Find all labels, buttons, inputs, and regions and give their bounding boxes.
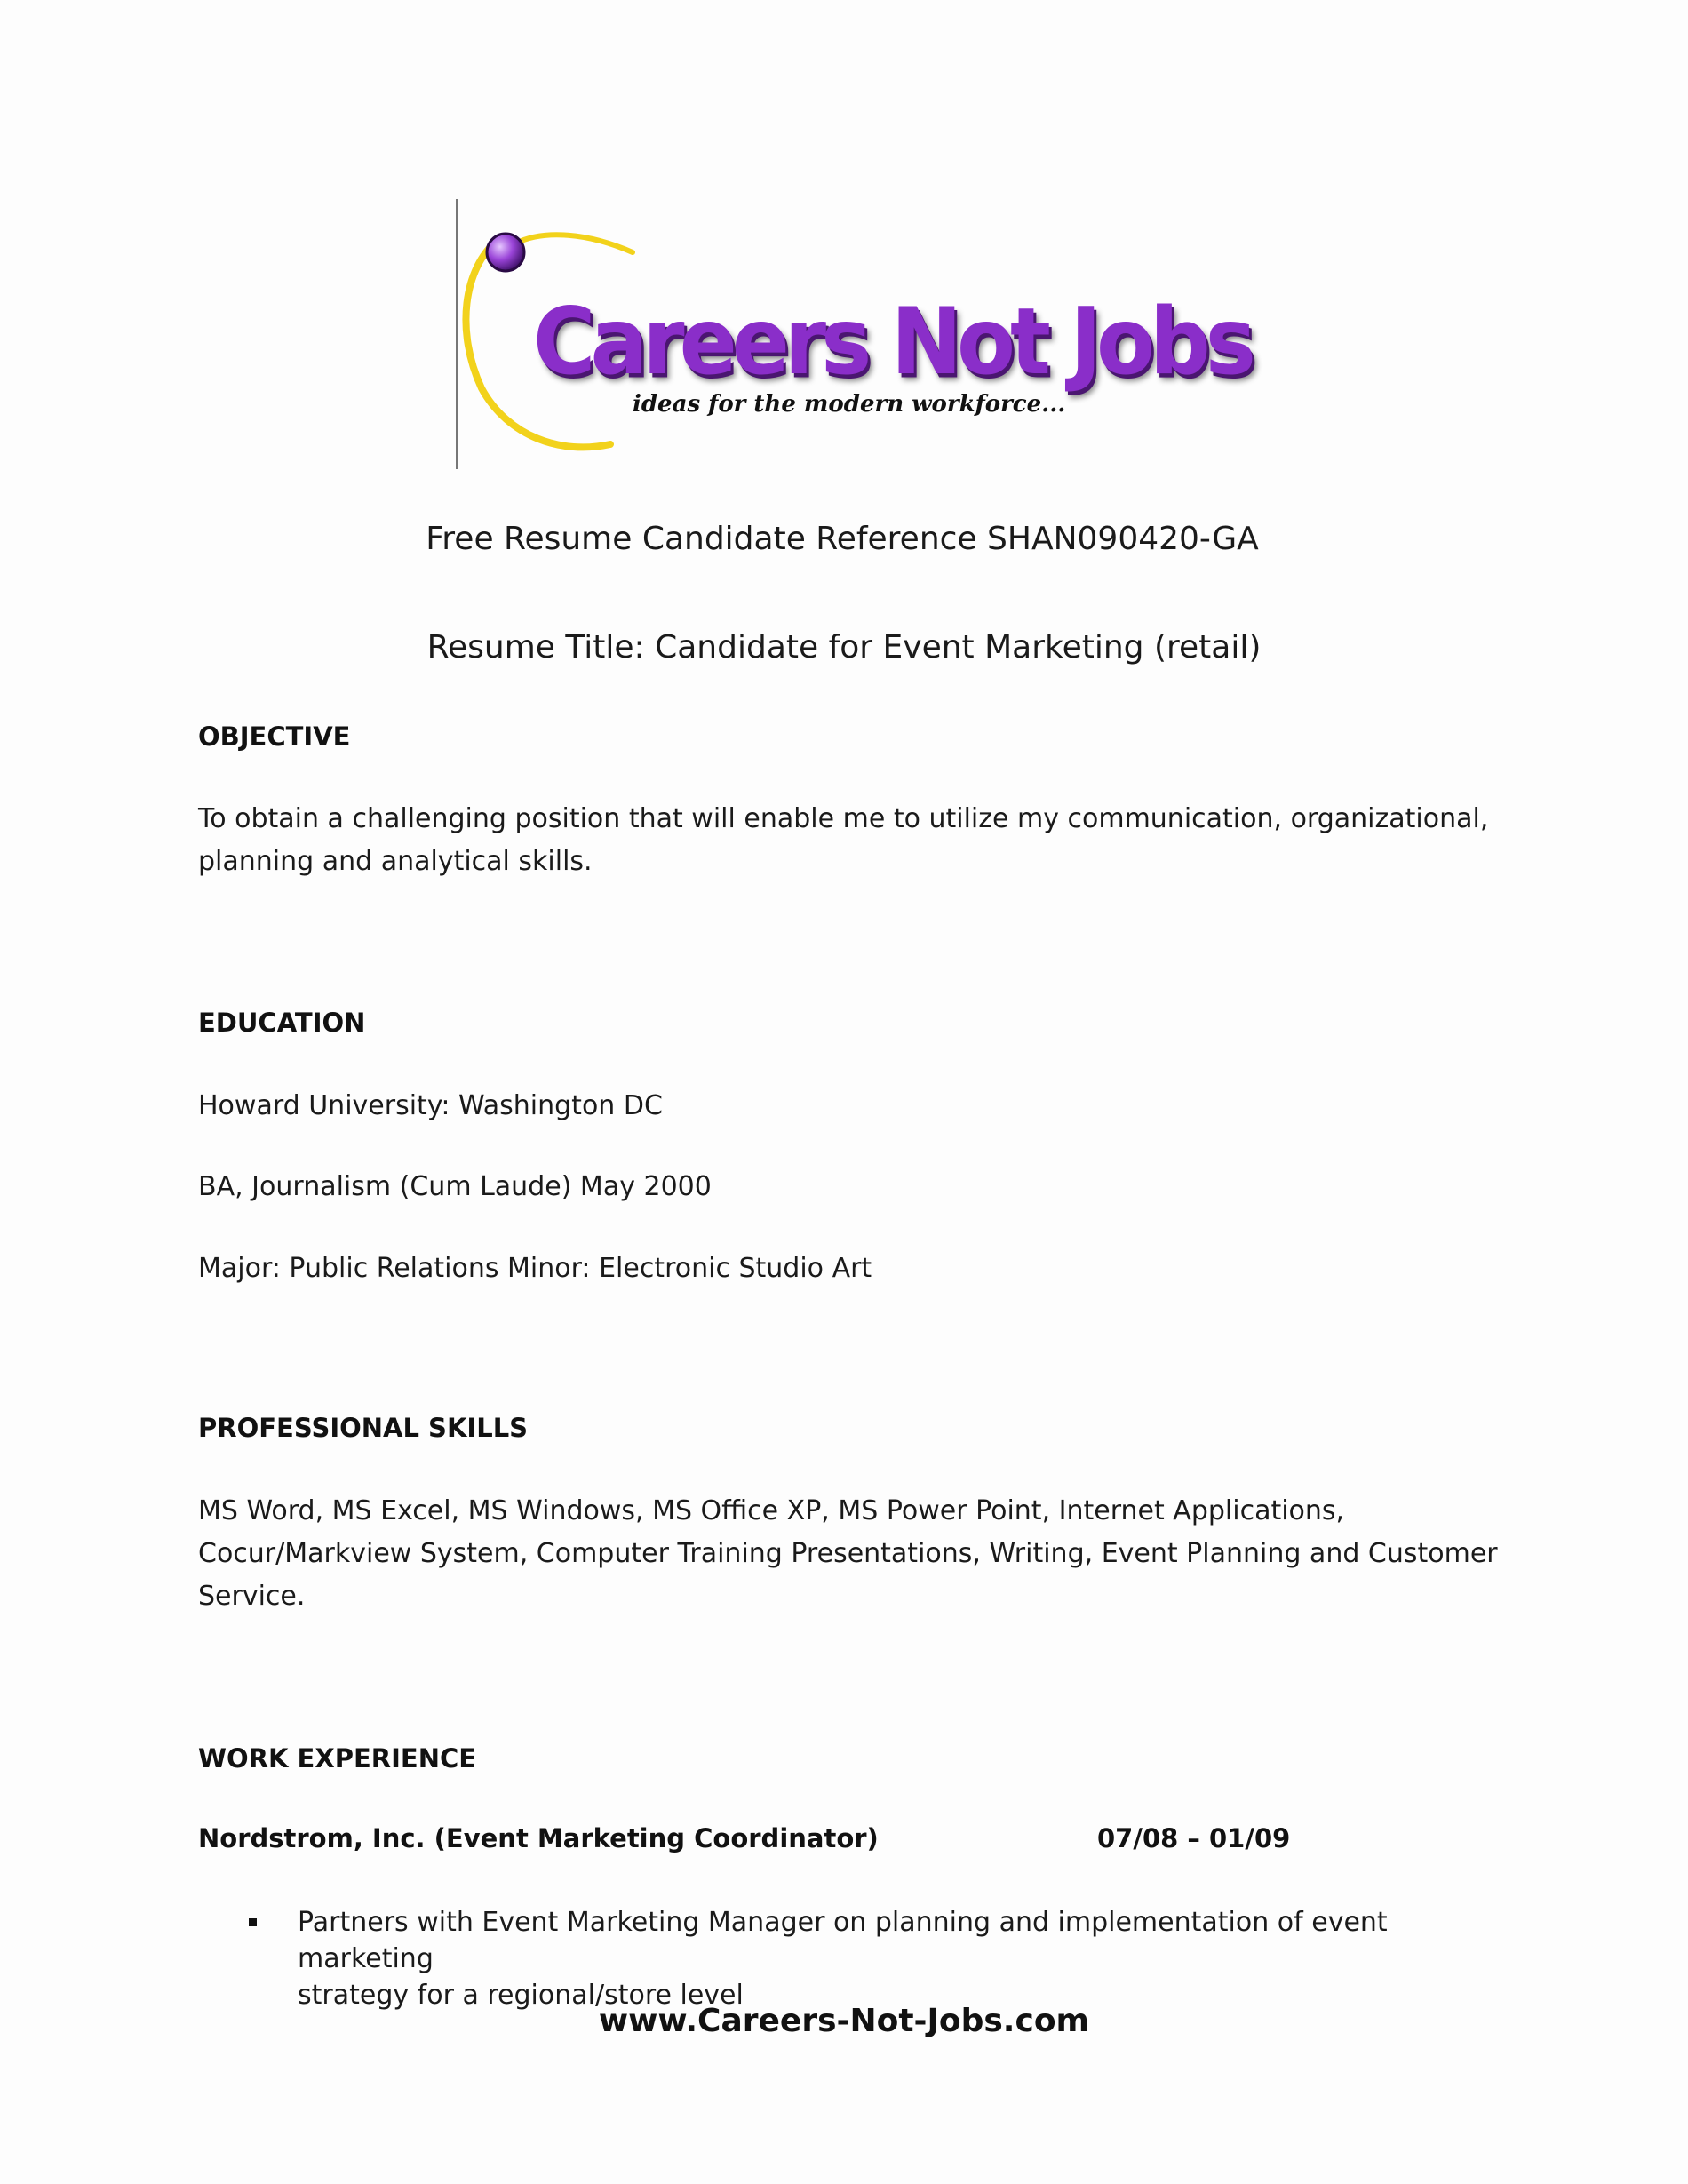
objective-text (198, 798, 1488, 883)
bullet-line: strategy for a regional/store level (298, 1980, 744, 2011)
purple-orb-icon (487, 234, 524, 271)
candidate-reference: Free Resume Candidate Reference SHAN090420-GA (426, 521, 1259, 557)
objective-heading: OBJECTIVE (198, 721, 351, 752)
job-bullet-text (298, 1904, 1479, 2013)
resume-title: Resume Title: Candidate for Event Marketing (retail) (426, 629, 1262, 666)
logo-brand-text: Careers Not Jobs (533, 288, 1251, 395)
logo-tagline: ideas for the modern workforce... (633, 391, 1066, 418)
skills-line: Cocur/Markview System, Computer Training Presentations, Writing, Event Planning and Customer (198, 1538, 1498, 1569)
swoosh-arc-top (515, 235, 633, 252)
education-school: Howard University: Washington DC (198, 1090, 663, 1121)
skills-heading: PROFESSIONAL SKILLS (198, 1413, 529, 1443)
careers-not-jobs-logo (455, 197, 1251, 473)
skills-text (198, 1490, 1498, 1618)
work-experience-heading: WORK EXPERIENCE (198, 1743, 477, 1774)
job-entry-header (198, 1823, 1353, 1862)
job-dates: 07/08 – 01/09 (1097, 1823, 1291, 1853)
objective-line: planning and analytical skills. (198, 846, 593, 877)
education-heading: EDUCATION (198, 1008, 366, 1038)
bullet-line: Partners with Event Marketing Manager on planning and implementation of event marketing (298, 1907, 1388, 1974)
job-company: Nordstrom, Inc. (Event Marketing Coordinator) (198, 1823, 879, 1853)
objective-line: To obtain a challenging position that will enable me to utilize my communication, organizational, (198, 803, 1489, 834)
footer-website-url: www.Careers-Not-Jobs.com (598, 2003, 1090, 2039)
skills-line: MS Word, MS Excel, MS Windows, MS Office XP, MS Power Point, Internet Applications, (198, 1495, 1345, 1526)
education-degree: BA, Journalism (Cum Laude) May 2000 (198, 1171, 712, 1202)
square-bullet-icon (249, 1918, 257, 1926)
education-major: Major: Public Relations Minor: Electronic Studio Art (198, 1253, 872, 1284)
skills-line: Service. (198, 1581, 306, 1612)
